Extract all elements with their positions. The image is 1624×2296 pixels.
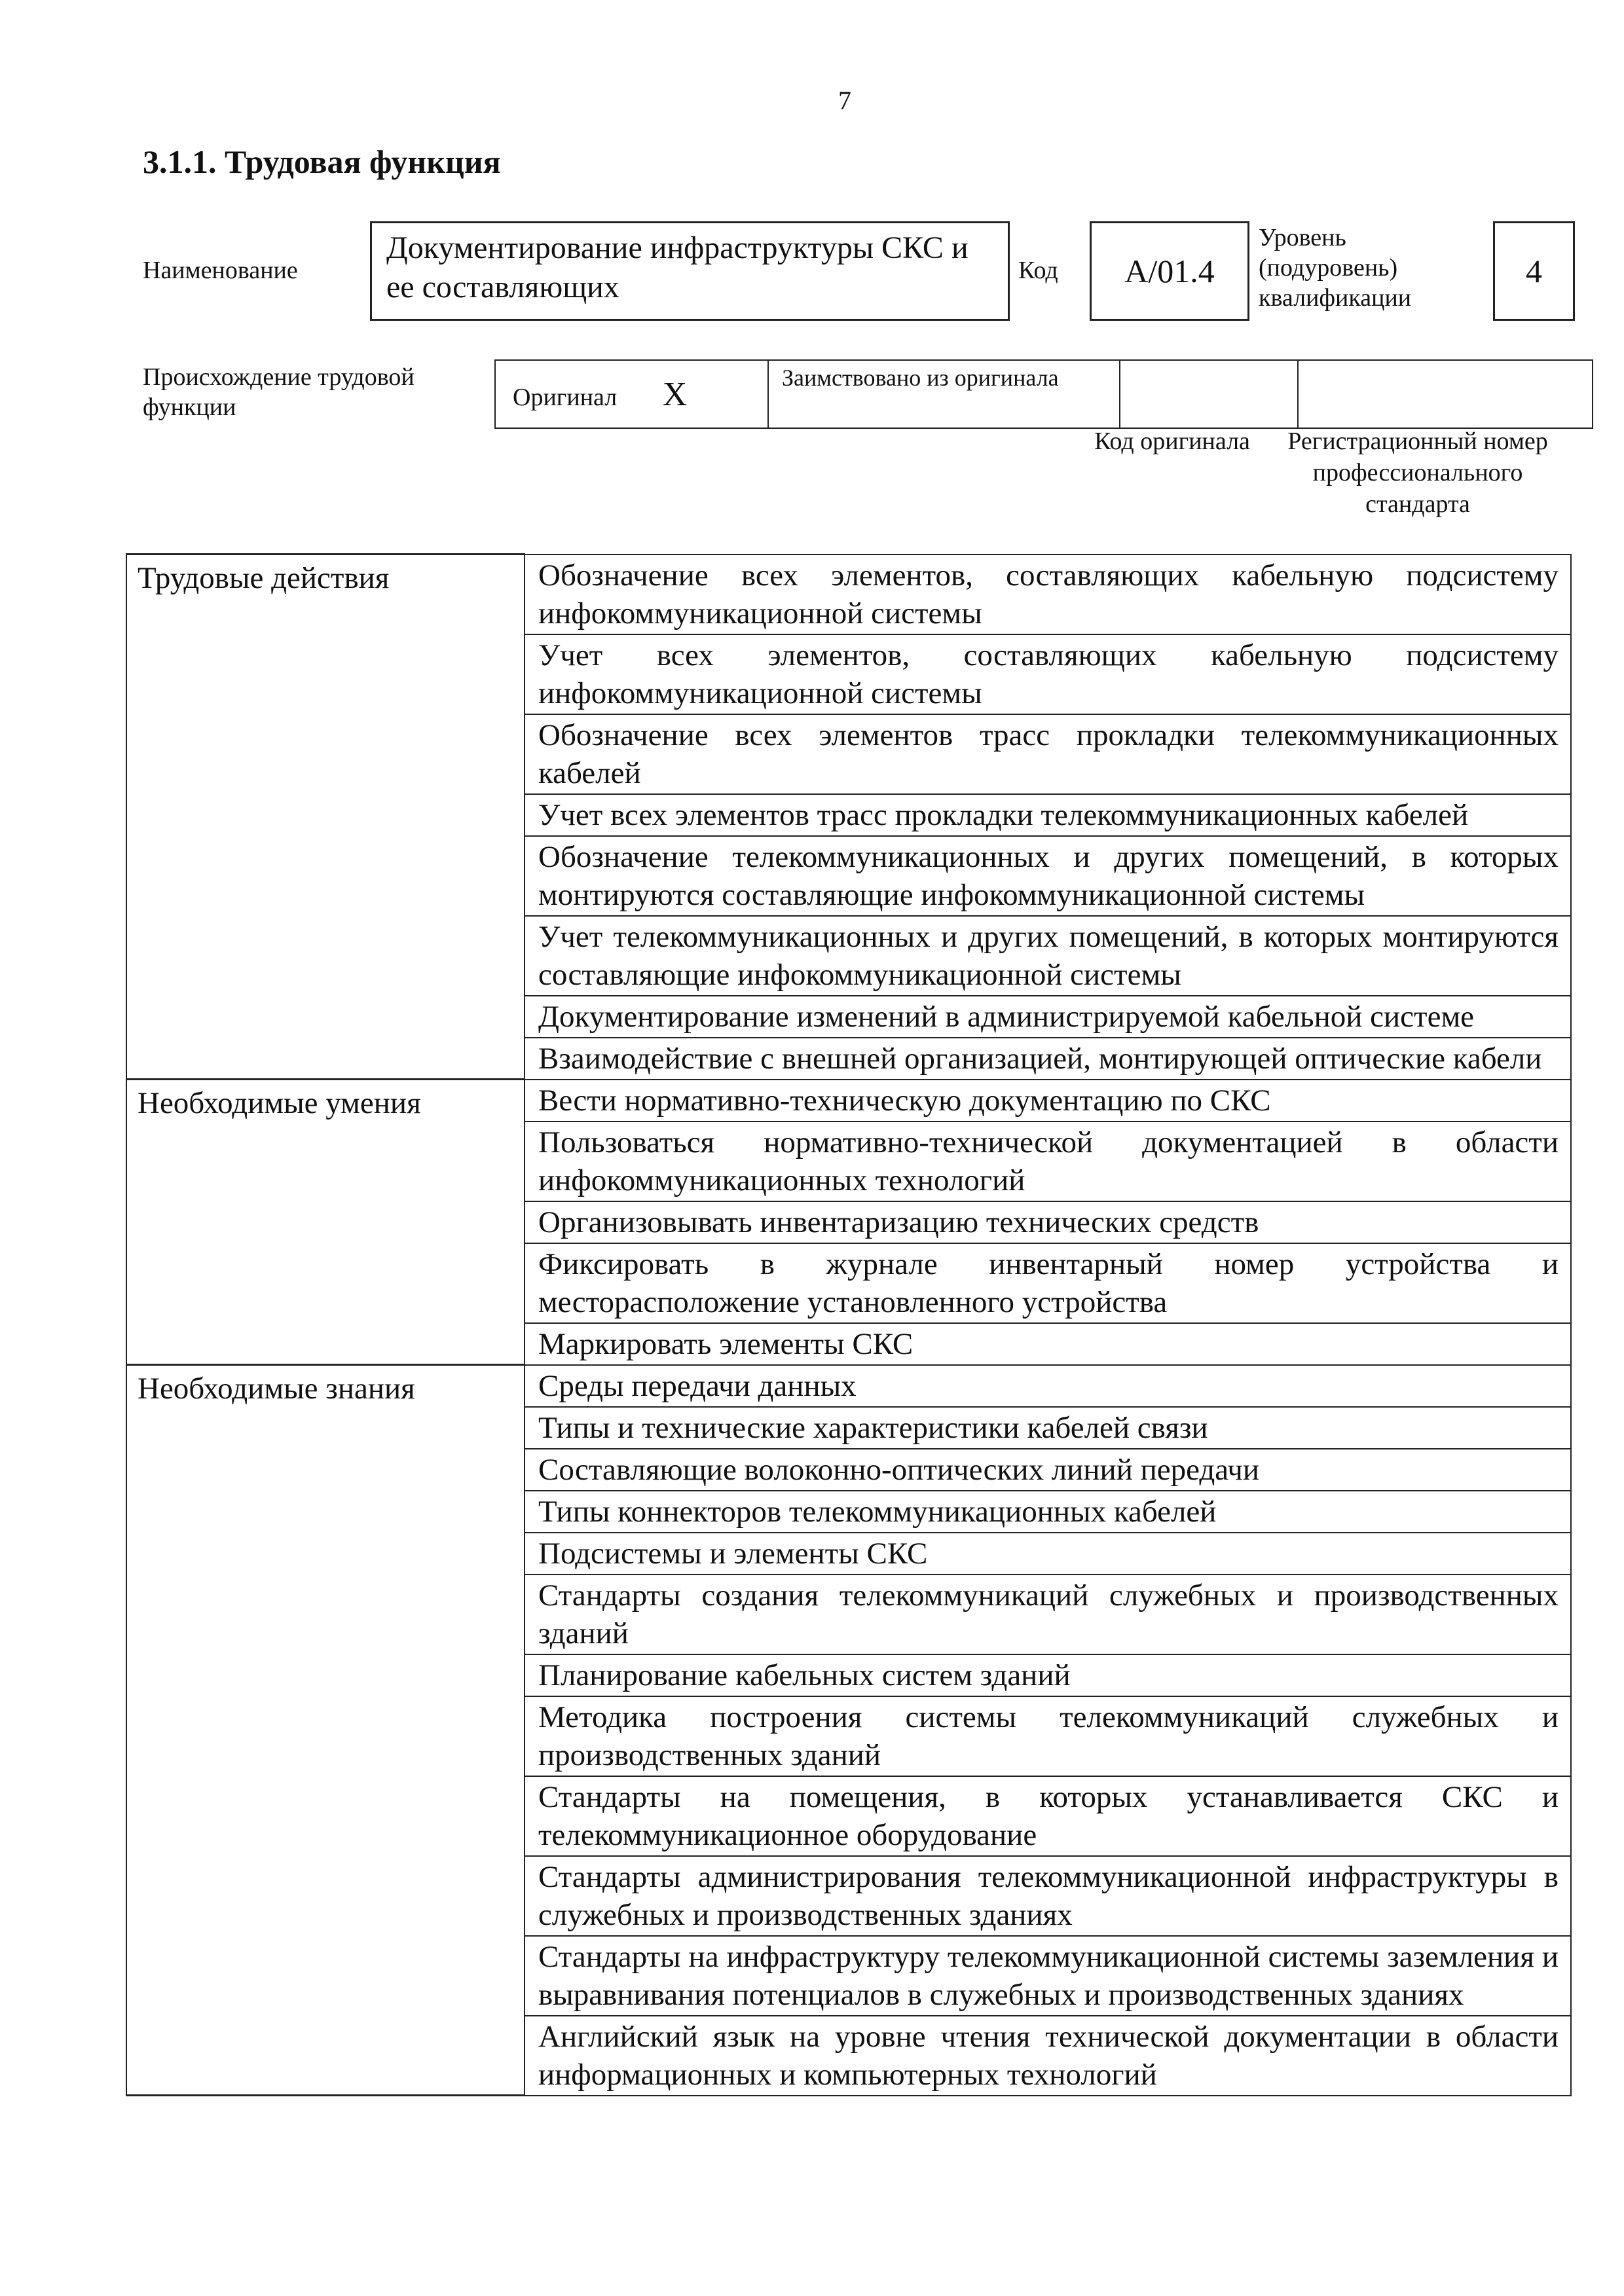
code-label: Код (1018, 257, 1058, 284)
section-item: Взаимодействие с внешней организацией, монтирующей оптические кабели (525, 1038, 1571, 1080)
section-item: Учет телекоммуникационных и других помещений, в которых монтируются составляющие инфокоммуникационной системы (525, 916, 1571, 996)
table-row (126, 1080, 1571, 1121)
section-item: Учет всех элементов трасс прокладки телекоммуникационных кабелей (525, 794, 1571, 836)
section-item: Стандарты на помещения, в которых устанавливается СКС и телекоммуникационное оборудование (525, 1776, 1571, 1856)
original-mark: X (662, 375, 688, 413)
section-item: Пользоваться нормативно-технической документацией в области инфокоммуникационных технологий (525, 1121, 1571, 1201)
section-item: Документирование изменений в администрируемой кабельной системе (525, 996, 1571, 1038)
level-label: Уровень (подуровень) квалификации (1259, 224, 1412, 312)
original-label: Оригинал (513, 383, 618, 411)
origin-label: Происхождение трудовой функции (143, 363, 415, 421)
origin-table (494, 359, 1593, 429)
section-item: Стандарты на инфраструктуру телекоммуникационной системы заземления и выравнивания потенциалов в служебных и производственных зданиях (525, 1936, 1571, 2016)
function-table (126, 553, 1572, 2096)
function-name-box: Документирование инфраструктуры СКС и ее составляющих (370, 221, 1010, 321)
section-item: Планирование кабельных систем зданий (525, 1654, 1571, 1696)
page-number: 7 (838, 86, 851, 115)
section-title-cell: Трудовые действия (126, 555, 525, 1080)
section-title-cell: Необходимые умения (126, 1080, 525, 1365)
code-caption: Код оригинала (1094, 428, 1250, 455)
original-code-cell (1120, 360, 1298, 428)
reg-number-cell (1298, 360, 1593, 428)
section-item: Стандарты создания телекоммуникаций служебных и производственных зданий (525, 1575, 1571, 1654)
section-item: Подсистемы и элементы СКС (525, 1533, 1571, 1575)
section-item: Учет всех элементов, составляющих кабельную подсистему инфокоммуникационной системы (525, 634, 1571, 714)
section-item: Фиксировать в журнале инвентарный номер устройства и месторасположение установленного устройства (525, 1243, 1571, 1323)
section-item: Типы коннекторов телекоммуникационных кабелей (525, 1491, 1571, 1533)
borrowed-label: Заимствовано из оригинала (768, 360, 1120, 428)
reg-caption: Регистрационный номер профессионального стандарта (1287, 428, 1548, 518)
section-title-cell: Необходимые знания (126, 1365, 525, 2096)
section-item: Типы и технические характеристики кабелей связи (525, 1407, 1571, 1449)
section-title: 3.1.1. Трудовая функция (143, 143, 501, 180)
section-item: Маркировать элементы СКС (525, 1323, 1571, 1365)
section-item: Организовывать инвентаризацию технических средств (525, 1201, 1571, 1243)
table-row (126, 555, 1571, 634)
origin-original-cell (495, 360, 768, 428)
section-item: Обозначение телекоммуникационных и других помещений, в которых монтируются составляющие инфокоммуникационной системы (525, 836, 1571, 916)
name-label: Наименование (143, 257, 298, 284)
section-item: Обозначение всех элементов, составляющих кабельную подсистему инфокоммуникационной системы (525, 555, 1571, 634)
section-item: Среды передачи данных (525, 1365, 1571, 1407)
section-item: Стандарты администрирования телекоммуникационной инфраструктуры в служебных и производственных зданиях (525, 1856, 1571, 1936)
code-value-box: A/01.4 (1090, 221, 1249, 321)
section-item: Вести нормативно-техническую документацию по СКС (525, 1080, 1571, 1121)
section-item: Обозначение всех элементов трасс прокладки телекоммуникационных кабелей (525, 714, 1571, 794)
section-item: Английский язык на уровне чтения технической документации в области информационных и компьютерных технологий (525, 2016, 1571, 2096)
level-value-box: 4 (1493, 221, 1575, 321)
table-row (126, 1365, 1571, 1407)
section-item: Методика построения системы телекоммуникаций служебных и производственных зданий (525, 1696, 1571, 1776)
section-item: Составляющие волоконно-оптических линий передачи (525, 1449, 1571, 1491)
